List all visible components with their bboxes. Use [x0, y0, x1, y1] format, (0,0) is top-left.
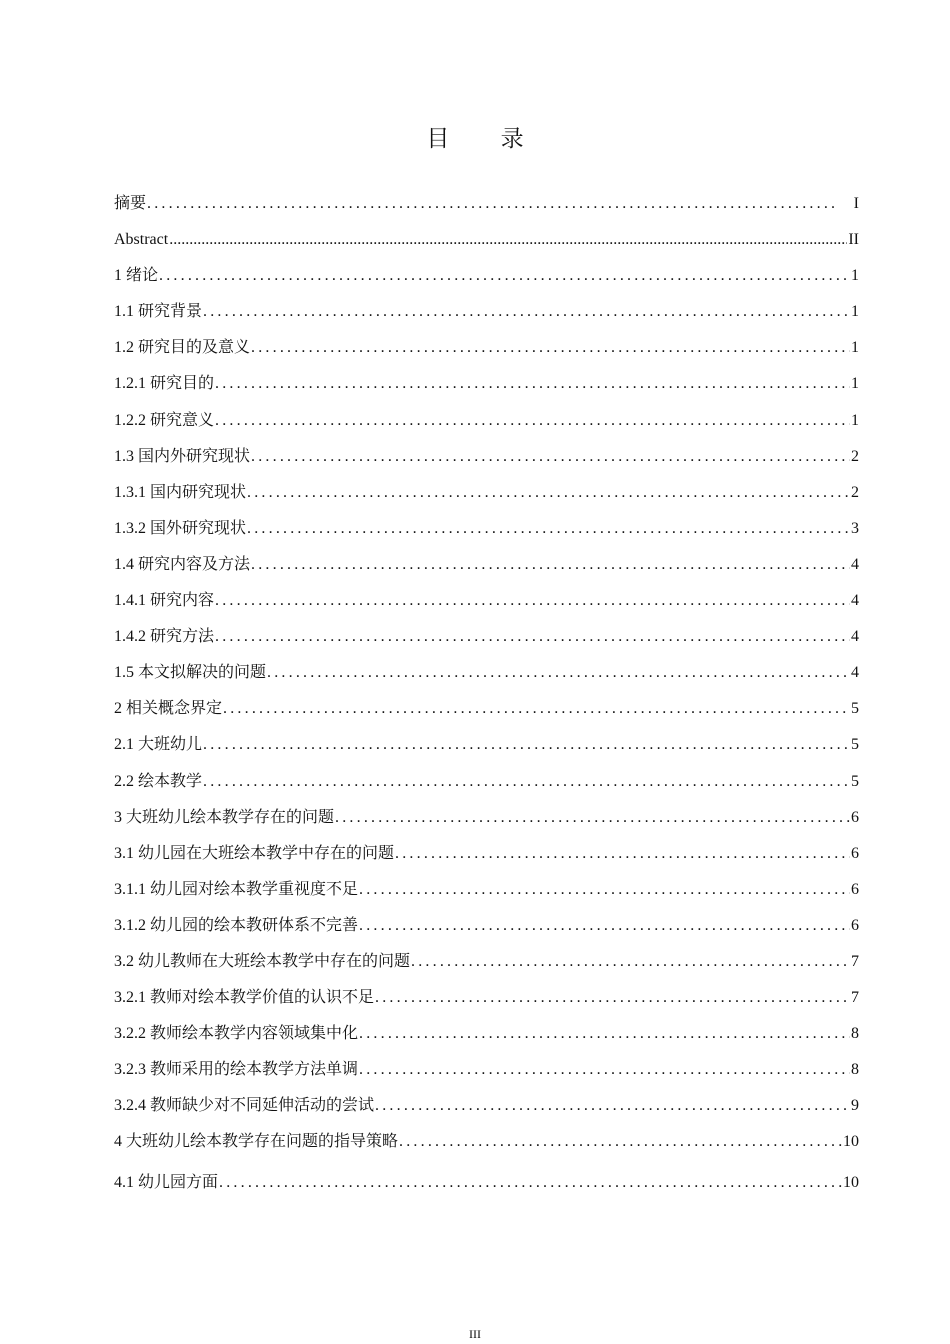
toc-entry[interactable] [114, 691, 859, 727]
toc-entry-page: 10 [843, 1173, 859, 1191]
toc-entry-label: 2.2 绘本教学 [114, 772, 203, 790]
toc-entry-label: 1.4 研究内容及方法 [114, 555, 251, 573]
dot-leader [267, 655, 850, 691]
toc-entry[interactable] [114, 1088, 859, 1124]
toc-entry-label: 1.5 本文拟解决的问题 [114, 664, 267, 682]
toc-entry-page: 3 [851, 519, 859, 537]
toc-entry[interactable] [114, 511, 859, 547]
toc-entry[interactable] [114, 619, 859, 655]
toc-entry-page: 5 [851, 772, 859, 790]
toc-entry[interactable] [114, 872, 859, 908]
toc-entry-page: 1 [851, 339, 859, 357]
toc-entry[interactable] [114, 1163, 859, 1203]
toc-entry-label: 1.1 研究背景 [114, 303, 203, 321]
dot-leader [359, 1052, 850, 1088]
toc-entry[interactable] [114, 547, 859, 583]
dot-leader [375, 980, 850, 1016]
table-of-contents [114, 186, 859, 1203]
toc-entry-page: 6 [851, 880, 859, 898]
toc-entry[interactable] [114, 764, 859, 800]
toc-entry-label: 2.1 大班幼儿 [114, 736, 203, 754]
toc-entry-page: 4 [851, 555, 859, 573]
toc-entry[interactable] [114, 1052, 859, 1088]
toc-entry-label: 1.3.1 国内研究现状 [114, 483, 247, 501]
toc-entry-label: 1.2.2 研究意义 [114, 411, 215, 429]
toc-entry-page: 7 [851, 989, 859, 1007]
toc-entry[interactable] [114, 222, 859, 258]
toc-entry[interactable] [114, 980, 859, 1016]
toc-entry[interactable] [114, 294, 859, 330]
toc-entry-label: 3.2.3 教师采用的绘本教学方法单调 [114, 1061, 359, 1079]
toc-entry[interactable] [114, 583, 859, 619]
toc-entry-page: 8 [851, 1061, 859, 1079]
toc-entry[interactable] [114, 258, 859, 294]
dot-leader [247, 511, 850, 547]
toc-entry-page: 5 [851, 700, 859, 718]
toc-entry[interactable] [114, 944, 859, 980]
toc-entry-label: 2 相关概念界定 [114, 700, 223, 718]
toc-entry-page: 5 [851, 736, 859, 754]
toc-entry[interactable] [114, 366, 859, 402]
toc-entry-label: 4.1 幼儿园方面 [114, 1173, 219, 1191]
toc-entry[interactable] [114, 186, 859, 222]
toc-entry-page: 4 [851, 664, 859, 682]
toc-entry-label: 1.3 国内外研究现状 [114, 447, 251, 465]
toc-entry[interactable] [114, 908, 859, 944]
toc-entry-page: 10 [843, 1133, 859, 1151]
toc-entry-label: 1.3.2 国外研究现状 [114, 519, 247, 537]
dot-leader [169, 222, 847, 258]
dot-leader [219, 1163, 842, 1203]
toc-entry-page: 6 [851, 808, 859, 826]
toc-entry-label: 3 大班幼儿绘本教学存在的问题 [114, 808, 335, 826]
toc-entry[interactable] [114, 475, 859, 511]
toc-entry-label: 3.2.4 教师缺少对不同延伸活动的尝试 [114, 1097, 375, 1115]
toc-entry-page: 1 [851, 411, 859, 429]
dot-leader [411, 944, 850, 980]
toc-entry[interactable] [114, 836, 859, 872]
dot-leader [251, 330, 850, 366]
dot-leader [215, 619, 850, 655]
toc-entry-page: I [853, 195, 859, 212]
toc-entry-label: 1.2.1 研究目的 [114, 375, 215, 393]
dot-leader [251, 547, 850, 583]
toc-entry-page: 9 [851, 1097, 859, 1115]
toc-entry[interactable] [114, 800, 859, 836]
toc-entry-page: 2 [851, 447, 859, 465]
dot-leader [375, 1088, 850, 1124]
toc-entry-label: 1.4.2 研究方法 [114, 628, 215, 646]
dot-leader [359, 872, 850, 908]
toc-entry[interactable] [114, 439, 859, 475]
toc-entry-page: 1 [851, 267, 859, 285]
toc-entry[interactable] [114, 1124, 859, 1160]
dot-leader [215, 366, 850, 402]
toc-entry-label: 1 绪论 [114, 267, 159, 285]
page-number: III [469, 1327, 481, 1341]
toc-entry-label: 3.1.2 幼儿园的绘本教研体系不完善 [114, 916, 359, 934]
page-title: 目 录 [426, 126, 546, 152]
dot-leader [203, 764, 850, 800]
toc-entry-page: 1 [851, 303, 859, 321]
dot-leader [203, 294, 850, 330]
toc-entry-page: 4 [851, 592, 859, 610]
toc-entry-label: 3.1 幼儿园在大班绘本教学中存在的问题 [114, 844, 395, 862]
toc-entry-page: 7 [851, 952, 859, 970]
toc-entry-page: 6 [851, 916, 859, 934]
toc-entry-label: 3.2.2 教师绘本教学内容领域集中化 [114, 1025, 359, 1043]
dot-leader [159, 258, 850, 294]
toc-entry[interactable] [114, 1016, 859, 1052]
toc-entry-page: 4 [851, 628, 859, 646]
toc-entry-label: 4 大班幼儿绘本教学存在问题的指导策略 [114, 1133, 399, 1151]
toc-entry[interactable] [114, 330, 859, 366]
dot-leader [203, 727, 850, 763]
dot-leader [359, 908, 850, 944]
dot-leader [335, 800, 850, 836]
toc-entry-label: 1.2 研究目的及意义 [114, 339, 251, 357]
toc-entry[interactable] [114, 727, 859, 763]
toc-entry-label: 3.2.1 教师对绘本教学价值的认识不足 [114, 989, 375, 1007]
dot-leader [399, 1124, 842, 1160]
toc-entry-page: 8 [851, 1025, 859, 1043]
toc-entry-page: 6 [851, 844, 859, 862]
dot-leader [247, 475, 850, 511]
toc-entry[interactable] [114, 655, 859, 691]
dot-leader [251, 439, 850, 475]
toc-entry-page: 2 [851, 483, 859, 501]
toc-entry-label: 3.2 幼儿教师在大班绘本教学中存在的问题 [114, 952, 411, 970]
toc-entry-label: Abstract [114, 231, 169, 249]
toc-entry-label: 3.1.1 幼儿园对绘本教学重视度不足 [114, 880, 359, 898]
dot-leader [359, 1016, 850, 1052]
toc-entry[interactable] [114, 403, 859, 439]
toc-entry-label: 摘要 [114, 195, 147, 212]
toc-entry-page: 1 [851, 375, 859, 393]
toc-entry-label: 1.4.1 研究内容 [114, 592, 215, 610]
toc-entry-page: II [848, 231, 859, 249]
dot-leader [215, 583, 850, 619]
dot-leader [215, 403, 850, 439]
dot-leader [395, 836, 850, 872]
dot-leader [223, 691, 850, 727]
dot-leader [147, 186, 839, 222]
